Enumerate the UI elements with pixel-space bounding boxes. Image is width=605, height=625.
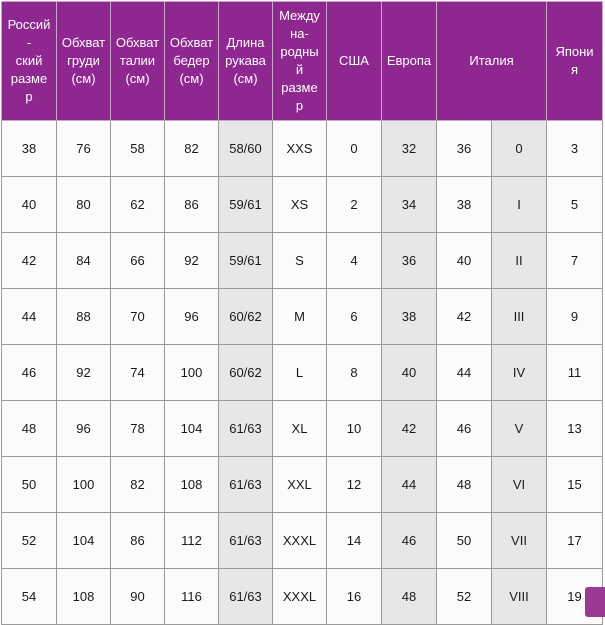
header-label: Длина рукава (см) — [225, 35, 266, 86]
table-cell: 78 — [111, 401, 165, 457]
table-cell: 44 — [2, 289, 57, 345]
table-cell: 15 — [547, 457, 603, 513]
table-cell: L — [273, 345, 327, 401]
table-cell: 100 — [165, 345, 219, 401]
table-cell: M — [273, 289, 327, 345]
table-cell: 86 — [111, 513, 165, 569]
table-cell: 8 — [327, 345, 382, 401]
table-cell: 59/61 — [219, 233, 273, 289]
table-cell: 38 — [2, 121, 57, 177]
table-cell: 19 — [547, 569, 603, 625]
table-cell: 90 — [111, 569, 165, 625]
table-cell: 82 — [165, 121, 219, 177]
scroll-to-top-tab[interactable] — [585, 587, 605, 617]
table-row — [2, 121, 603, 177]
table-cell: 108 — [57, 569, 111, 625]
table-cell: I — [492, 177, 547, 233]
table-cell: 11 — [547, 345, 603, 401]
header-label: Обхват талии (см) — [115, 35, 160, 86]
table-cell: 100 — [57, 457, 111, 513]
table-cell: 60/62 — [219, 289, 273, 345]
table-cell: XS — [273, 177, 327, 233]
table-cell: 50 — [2, 457, 57, 513]
table-row — [2, 177, 603, 233]
table-cell: 104 — [57, 513, 111, 569]
table-cell: 74 — [111, 345, 165, 401]
header-label: США — [339, 53, 369, 68]
table-cell: 58/60 — [219, 121, 273, 177]
table-cell: 80 — [57, 177, 111, 233]
table-cell: 54 — [2, 569, 57, 625]
table-cell: XXXL — [273, 513, 327, 569]
table-cell: 32 — [382, 121, 437, 177]
table-cell: 2 — [327, 177, 382, 233]
table-cell: 36 — [382, 233, 437, 289]
table-row — [2, 513, 603, 569]
header-label: Европа — [386, 53, 432, 68]
table-row — [2, 457, 603, 513]
table-cell: 40 — [437, 233, 492, 289]
table-cell: 16 — [327, 569, 382, 625]
header-hips — [165, 2, 219, 121]
header-russian-size — [2, 2, 57, 121]
table-cell: 42 — [382, 401, 437, 457]
table-cell: 52 — [2, 513, 57, 569]
table-cell: 60/62 — [219, 345, 273, 401]
table-cell: XXS — [273, 121, 327, 177]
table-cell: VII — [492, 513, 547, 569]
table-cell: 86 — [165, 177, 219, 233]
table-cell: VI — [492, 457, 547, 513]
table-cell: 0 — [327, 121, 382, 177]
header-europe — [382, 2, 437, 121]
table-cell: 50 — [437, 513, 492, 569]
table-cell: 58 — [111, 121, 165, 177]
table-cell: 59/61 — [219, 177, 273, 233]
table-cell: 3 — [547, 121, 603, 177]
table-cell: 61/63 — [219, 401, 273, 457]
table-cell: 40 — [2, 177, 57, 233]
table-cell: 62 — [111, 177, 165, 233]
table-cell: 66 — [111, 233, 165, 289]
table-cell: 44 — [382, 457, 437, 513]
table-cell: XL — [273, 401, 327, 457]
header-label: Япони я — [555, 44, 594, 77]
header-waist — [111, 2, 165, 121]
header-label: Россий - ский разме р — [7, 17, 51, 104]
header-label: Между на- родны й разме р — [279, 8, 320, 113]
table-cell: 92 — [165, 233, 219, 289]
table-cell: 6 — [327, 289, 382, 345]
table-cell: 61/63 — [219, 513, 273, 569]
table-cell: 42 — [2, 233, 57, 289]
table-row — [2, 289, 603, 345]
table-cell: XXL — [273, 457, 327, 513]
table-cell: 7 — [547, 233, 603, 289]
table-row — [2, 345, 603, 401]
table-cell: II — [492, 233, 547, 289]
header-label: Италия — [469, 53, 514, 68]
table-cell: 9 — [547, 289, 603, 345]
table-cell: 96 — [165, 289, 219, 345]
table-cell: 70 — [111, 289, 165, 345]
table-cell: 46 — [437, 401, 492, 457]
table-cell: 38 — [437, 177, 492, 233]
header-international-size — [273, 2, 327, 121]
table-cell: 61/63 — [219, 569, 273, 625]
table-cell: 0 — [492, 121, 547, 177]
table-cell: 112 — [165, 513, 219, 569]
table-cell: 61/63 — [219, 457, 273, 513]
table-cell: 17 — [547, 513, 603, 569]
table-cell: 5 — [547, 177, 603, 233]
table-cell: IV — [492, 345, 547, 401]
header-sleeve — [219, 2, 273, 121]
table-cell: S — [273, 233, 327, 289]
table-cell: 13 — [547, 401, 603, 457]
table-cell: 52 — [437, 569, 492, 625]
header-italy — [437, 2, 547, 121]
table-row — [2, 401, 603, 457]
size-chart-table — [1, 1, 603, 625]
table-cell: 40 — [382, 345, 437, 401]
table-cell: 46 — [2, 345, 57, 401]
table-cell: 116 — [165, 569, 219, 625]
table-cell: 44 — [437, 345, 492, 401]
table-cell: III — [492, 289, 547, 345]
table-cell: 88 — [57, 289, 111, 345]
table-cell: V — [492, 401, 547, 457]
table-cell: XXXL — [273, 569, 327, 625]
table-cell: 48 — [2, 401, 57, 457]
table-cell: 104 — [165, 401, 219, 457]
table-cell: VIII — [492, 569, 547, 625]
header-japan — [547, 2, 603, 121]
header-row — [2, 2, 603, 121]
header-label: Обхват бедер (см) — [169, 35, 214, 86]
table-body — [2, 121, 603, 625]
table-cell: 84 — [57, 233, 111, 289]
table-cell: 38 — [382, 289, 437, 345]
table-row — [2, 233, 603, 289]
table-cell: 48 — [437, 457, 492, 513]
table-cell: 36 — [437, 121, 492, 177]
table-cell: 12 — [327, 457, 382, 513]
table-cell: 48 — [382, 569, 437, 625]
table-cell: 46 — [382, 513, 437, 569]
table-cell: 42 — [437, 289, 492, 345]
table-row — [2, 569, 603, 625]
table-cell: 96 — [57, 401, 111, 457]
table-cell: 108 — [165, 457, 219, 513]
table-cell: 14 — [327, 513, 382, 569]
table-cell: 76 — [57, 121, 111, 177]
table-cell: 82 — [111, 457, 165, 513]
header-usa — [327, 2, 382, 121]
table-cell: 92 — [57, 345, 111, 401]
header-chest — [57, 2, 111, 121]
table-cell: 34 — [382, 177, 437, 233]
table-cell: 10 — [327, 401, 382, 457]
header-label: Обхват груди (см) — [61, 35, 106, 86]
table-cell: 4 — [327, 233, 382, 289]
